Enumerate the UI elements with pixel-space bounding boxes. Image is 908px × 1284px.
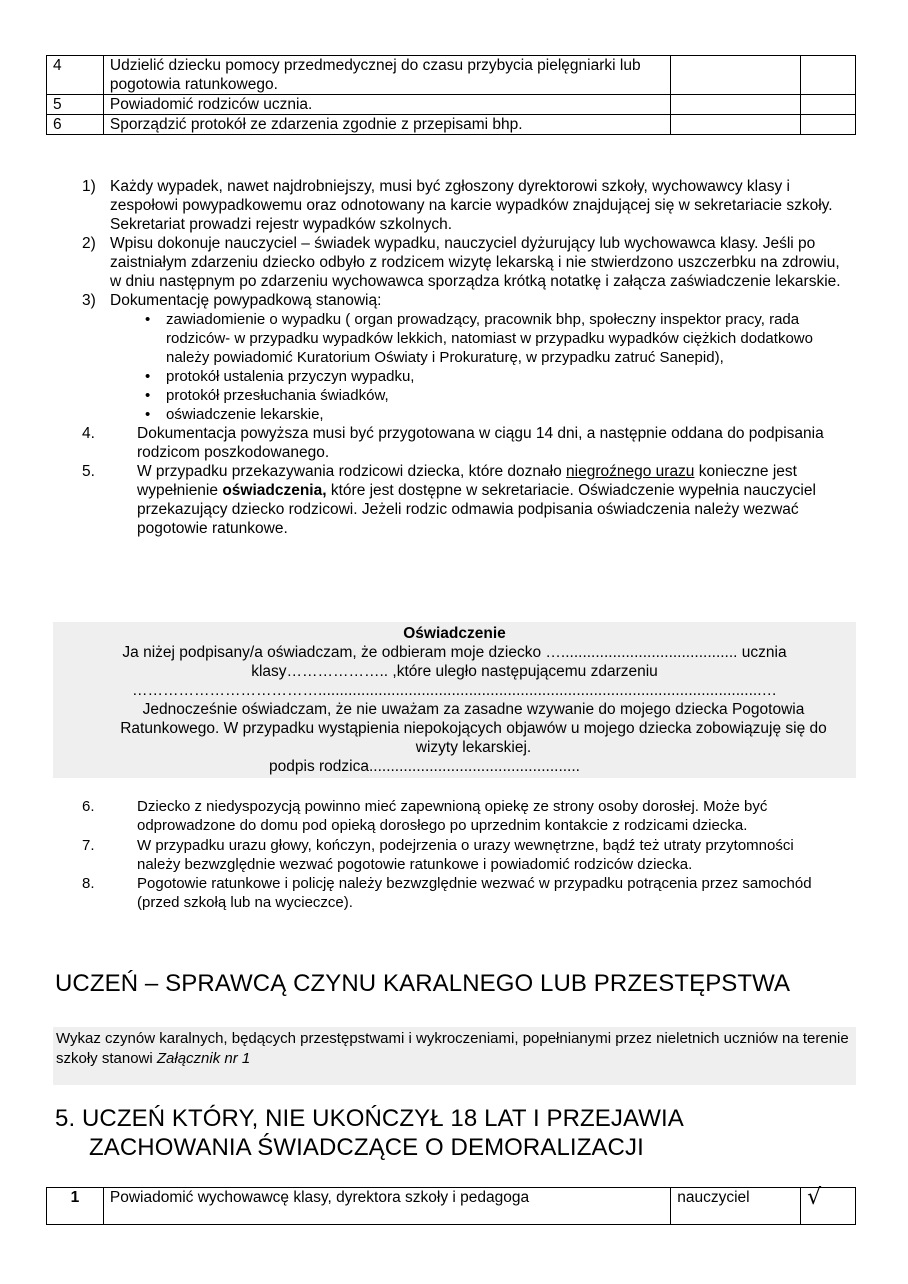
bold-text: oświadczenia, [222, 482, 327, 499]
additional-rules-list [82, 797, 822, 913]
list-number: 1) [82, 178, 96, 195]
statement-title: Oświadczenie [403, 625, 506, 642]
row-responsible [671, 115, 801, 135]
row-check [801, 1185, 856, 1225]
row-number: 5 [47, 95, 104, 115]
bullet-item: • zawiadomienie o wypadku ( organ prowadzący, pracownik bhp, społeczny inspektor pracy, rada rodziców- w przypadku wypadków lekkich, natomiast w przypadku wypadków ciężkich dodatkowo należy powiadomić Kuratorium Oświaty i Prokuraturę, w przypadku zatruć Sanepid), [138, 310, 854, 367]
signature-line: podpis rodzica................................................. [269, 758, 580, 775]
list-item [82, 291, 854, 310]
text-fragment: konieczne jest wypełnienie [137, 463, 797, 499]
list-item [82, 797, 822, 836]
row-action: Powiadomić rodziców ucznia. [103, 95, 671, 115]
underlined-text: niegroźnego urazu [566, 463, 695, 480]
row-action: Sporządzić protokół ze zdarzenia zgodnie z przepisami bhp. [103, 115, 671, 135]
list-number: 4. [82, 425, 95, 442]
row-number: 1 [47, 1188, 104, 1225]
row-action: Udzielić dziecku pomocy przedmedycznej do czasu przybycia pielęgniarki lub pogotowia ratunkowego. [103, 56, 671, 95]
list-text: Każdy wypadek, nawet najdrobniejszy, musi być zgłoszony dyrektorowi szkoły, wychowawcy klasy i zespołowi powypadkowemu oraz odnotowany na karcie wypadków znajdującej się w sekretariacie szkoły. Sekretariat prowadzi rejestr wypadków szkolnych. [110, 178, 833, 233]
list-item [82, 874, 822, 913]
statement-line: Jednocześnie oświadczam, że nie uważam za zasadne wzywanie do mojego dziecka Pogotowia Ratunkowego. W przypadku wystąpienia niepokojących objawów u mojego dziecka zobowiązuję się do wizyty lekarskiej. [120, 701, 827, 756]
section-heading: UCZEŃ – SPRAWCĄ CZYNU KARALNEGO LUB PRZESTĘPSTWA [55, 970, 791, 997]
note-text: Wykaz czynów karalnych, będących przestępstwami i wykroczeniami, popełnianymi przez nieletnich uczniów na terenie szkoły stanowi [56, 1030, 849, 1067]
row-responsible [671, 56, 801, 95]
heading-line: 5. UCZEŃ KTÓRY, NIE UKOŃCZYŁ 18 LAT I PRZEJAWIA [55, 1105, 684, 1132]
list-number: 3) [82, 292, 96, 309]
table-row [47, 95, 856, 115]
list-number: 7. [82, 836, 95, 854]
list-text: Dokumentację powypadkową stanowią: [110, 292, 382, 309]
statement-line: klasy……………….. ,które uległo następującemu zdarzeniu [251, 663, 658, 680]
text-fragment: W przypadku przekazywania rodzicowi dziecka, które doznało [137, 463, 567, 480]
list-text: W przypadku urazu głowy, kończyn, podejrzenia o urazy wewnętrzne, bądź też utraty przytomności należy bezwzględnie wezwać pogotowie ratunkowe i powiadomić rodziców dziecka. [137, 836, 794, 873]
list-number: 5. [82, 463, 95, 480]
list-item [82, 234, 854, 291]
row-responsible [671, 95, 801, 115]
list-text [137, 463, 816, 537]
list-number: 2) [82, 235, 96, 252]
text-fragment: które jest dostępne w sekretariacie. Oświadczenie wypełnia nauczyciel przekazujący dziecko rodzicowi. Jeżeli rodzic odmawia podpisania oświadczenia należy wezwać pogotowie ratunkowe. [137, 482, 816, 537]
checkmark-icon: √ [807, 1185, 822, 1210]
row-responsible: nauczyciel [671, 1188, 801, 1225]
list-item [82, 836, 822, 875]
bullet-item: • oświadczenie lekarskie, [138, 405, 854, 424]
list-item [82, 177, 854, 234]
row-check [801, 95, 856, 115]
accident-procedure-list [82, 177, 854, 538]
procedure-table-top [46, 55, 856, 135]
list-text: Pogotowie ratunkowe i policję należy bezwzględnie wezwać w przypadku potrącenia przez samochód (przed szkołą lub na wycieczce). [137, 875, 812, 912]
list-number: 6. [82, 798, 95, 815]
procedure-table-bottom [46, 1187, 856, 1225]
list-item [82, 462, 854, 538]
statement-line: Ja niżej podpisany/a oświadczam, że odbieram moje dziecko …......................................... ucznia [122, 644, 787, 661]
table-row [47, 115, 856, 135]
table-row [47, 56, 856, 95]
list-text: Wpisu dokonuje nauczyciel – świadek wypadku, nauczyciel dyżurujący lub wychowawca klasy. Jeśli po zaistniałym zdarzeniu dziecko odbyło z rodzicem wizytę lekarską i nie stwierdzono uszczerbku na zdrowiu, w dniu następnym po zdarzeniu wychowawca sporządza krótką notatkę i załącza zaświadczenie lekarskie. [110, 235, 841, 290]
heading-line: ZACHOWANIA ŚWIADCZĄCE O DEMORALIZACJI [89, 1134, 644, 1161]
attachment-reference: Załącznik nr 1 [156, 1049, 251, 1067]
parent-statement-box [53, 622, 856, 778]
list-number: 8. [82, 875, 95, 893]
row-number: 4 [47, 56, 104, 95]
row-action: Powiadomić wychowawcę klasy, dyrektora szkoły i pedagoga [103, 1188, 670, 1225]
list-text: Dziecko z niedyspozycją powinno mieć zapewnioną opiekę ze strony osoby dorosłej. Może być odprowadzone do domu pod opieką dorosłego po uprzednim kontakcie z rodzicami dziecka. [137, 798, 768, 835]
offenses-note-box [53, 1027, 856, 1085]
bullet-item: • protokół ustalenia przyczyn wypadku, [138, 367, 854, 386]
documentation-bullets [138, 310, 854, 424]
list-item [82, 424, 854, 462]
section-heading [55, 1104, 684, 1162]
bullet-item: • protokół przesłuchania świadków, [138, 386, 854, 405]
list-text: Dokumentacja powyższa musi być przygotowana w ciągu 14 dni, a następnie oddana do podpisania rodzicom poszkodowanego. [137, 425, 824, 461]
row-check [801, 56, 856, 95]
statement-line: ……………………………….......................................................................................................… [131, 682, 778, 699]
table-row [47, 1188, 856, 1225]
row-number: 6 [47, 115, 104, 135]
row-check [801, 115, 856, 135]
